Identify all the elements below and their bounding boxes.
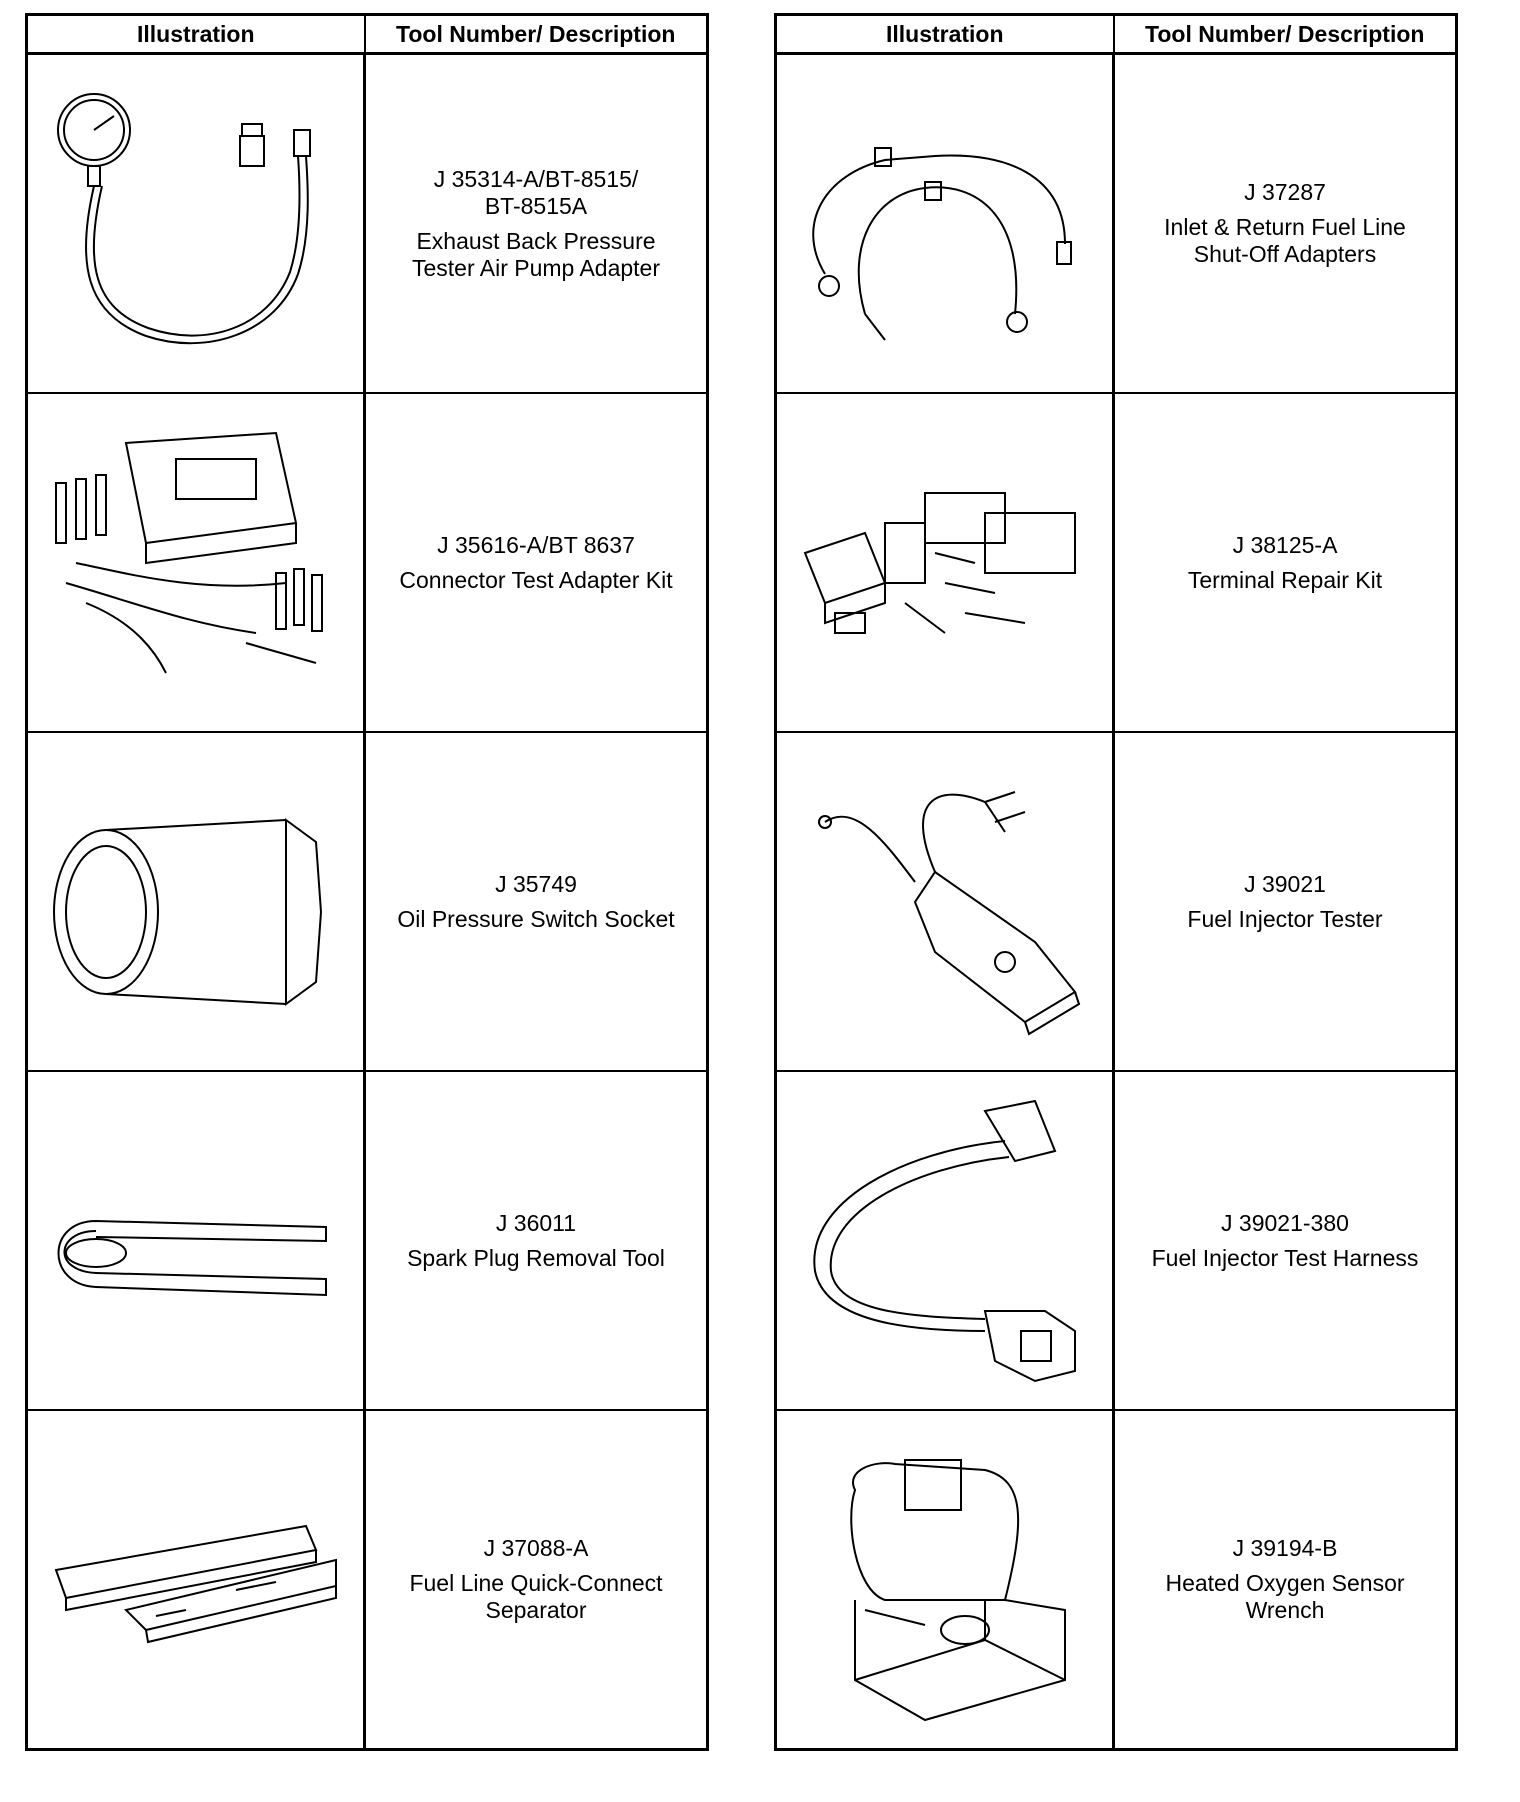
description-cell bbox=[365, 1410, 708, 1750]
description-cell bbox=[365, 393, 708, 732]
description-cell bbox=[1114, 54, 1457, 394]
illustration-cell bbox=[27, 1071, 365, 1410]
tool-description: Exhaust Back Pressure Tester Air Pump Adapter bbox=[411, 227, 660, 281]
fuel-injector-tester-icon bbox=[785, 742, 1105, 1062]
tool-number: J 39194-B bbox=[1232, 1535, 1338, 1561]
spark-plug-removal-tool-icon bbox=[36, 1081, 356, 1401]
table-header-row bbox=[27, 15, 708, 54]
description-cell bbox=[365, 1071, 708, 1410]
illustration-cell bbox=[776, 1410, 1114, 1750]
illustration-cell bbox=[776, 732, 1114, 1071]
description-cell bbox=[365, 732, 708, 1071]
illustration-cell bbox=[27, 732, 365, 1071]
exhaust-back-pressure-tester-icon bbox=[36, 64, 356, 384]
tool-table-right bbox=[774, 13, 1458, 1751]
tool-number: J 39021-380 bbox=[1221, 1209, 1349, 1236]
connector-test-adapter-kit-icon bbox=[36, 403, 356, 723]
tool-number: J 36011 bbox=[495, 1209, 577, 1236]
table-header-row bbox=[776, 15, 1457, 54]
quick-connect-separator-icon bbox=[36, 1420, 356, 1740]
tool-description: Heated Oxygen Sensor Wrench bbox=[1165, 1570, 1405, 1623]
oxygen-sensor-wrench-icon bbox=[785, 1420, 1105, 1740]
tool-description: Oil Pressure Switch Socket bbox=[397, 905, 675, 932]
description-column-header: Tool Number/ Description bbox=[365, 15, 708, 54]
table-row bbox=[776, 1071, 1457, 1410]
fuel-injector-test-harness-icon bbox=[785, 1081, 1105, 1401]
tool-table-left bbox=[25, 13, 709, 1751]
illustration-cell bbox=[27, 54, 365, 394]
terminal-repair-kit-icon bbox=[785, 403, 1105, 723]
fuel-line-shutoff-adapters-icon bbox=[785, 64, 1105, 384]
description-cell bbox=[1114, 1410, 1457, 1750]
tool-number: J 35749 bbox=[495, 870, 577, 897]
tool-description: Inlet & Return Fuel Line Shut-Off Adapters bbox=[1164, 214, 1406, 267]
illustration-column-header: Illustration bbox=[776, 15, 1114, 54]
table-row bbox=[27, 54, 708, 394]
table-row bbox=[27, 1410, 708, 1750]
illustration-column-header: Illustration bbox=[27, 15, 365, 54]
description-cell bbox=[365, 54, 708, 394]
tool-description: Terminal Repair Kit bbox=[1187, 566, 1383, 593]
table-row bbox=[776, 54, 1457, 394]
illustration-cell bbox=[776, 393, 1114, 732]
tool-description: Spark Plug Removal Tool bbox=[407, 1244, 665, 1271]
table-row bbox=[27, 732, 708, 1071]
table-row bbox=[27, 393, 708, 732]
illustration-cell bbox=[27, 1410, 365, 1750]
description-cell bbox=[1114, 393, 1457, 732]
description-cell bbox=[1114, 732, 1457, 1071]
oil-pressure-switch-socket-icon bbox=[36, 742, 356, 1062]
description-cell bbox=[1114, 1071, 1457, 1410]
table-row bbox=[776, 1410, 1457, 1750]
tool-number: J 35616-A/BT 8637 bbox=[437, 531, 635, 558]
tool-number: J 37287 bbox=[1244, 179, 1326, 205]
table-row bbox=[27, 1071, 708, 1410]
tool-description: Connector Test Adapter Kit bbox=[399, 566, 673, 593]
description-column-header: Tool Number/ Description bbox=[1114, 15, 1457, 54]
illustration-cell bbox=[776, 54, 1114, 394]
tool-number: J 35314-A/BT-8515/ BT-8515A bbox=[433, 165, 639, 219]
tool-number: J 39021 bbox=[1244, 870, 1326, 897]
tool-number: J 38125-A bbox=[1232, 531, 1338, 558]
tool-number: J 37088-A bbox=[483, 1535, 589, 1561]
table-row bbox=[776, 393, 1457, 732]
tool-description: Fuel Injector Test Harness bbox=[1151, 1244, 1419, 1271]
illustration-cell bbox=[776, 1071, 1114, 1410]
tool-description: Fuel Injector Tester bbox=[1187, 905, 1383, 932]
tool-description: Fuel Line Quick-Connect Separator bbox=[409, 1570, 663, 1623]
illustration-cell bbox=[27, 393, 365, 732]
table-row bbox=[776, 732, 1457, 1071]
